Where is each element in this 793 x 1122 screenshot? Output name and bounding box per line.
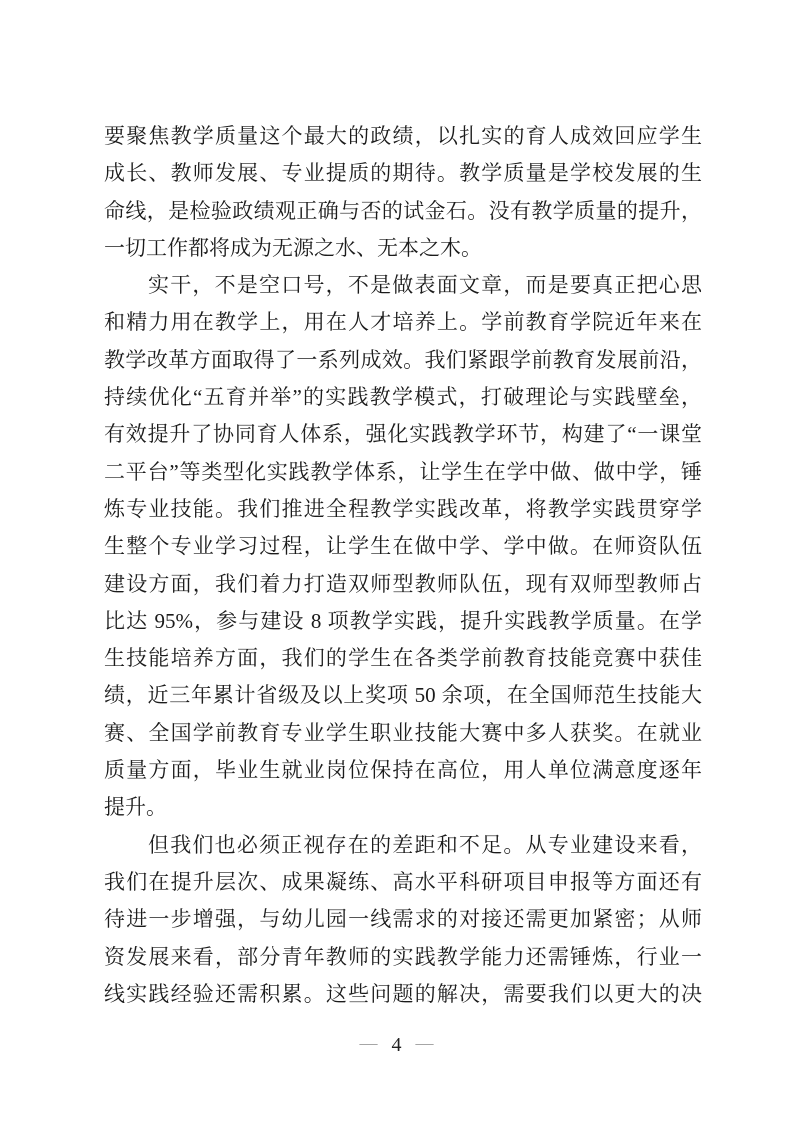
paragraph [104, 827, 702, 1013]
text-line: 教学改革方面取得了一系列成效。我们紧跟学前教育发展前沿， [104, 347, 702, 372]
text-line: 生整个专业学习过程，让学生在做中学、学中做。在师资队伍 [104, 534, 702, 559]
text-line: 提升。 [104, 795, 167, 820]
text-line: 生技能培养方面，我们的学生在各类学前教育技能竞赛中获佳 [104, 646, 702, 671]
page-number: 4 [391, 1034, 402, 1056]
text-line: 命线，是检验政绩观正确与否的试金石。没有教学质量的提升， [104, 198, 702, 223]
text-line: 赛、全国学前教育专业学生职业技能大赛中多人获奖。在就业 [104, 720, 702, 745]
text-line: 资发展来看，部分青年教师的实践教学能力还需锤炼，行业一 [104, 944, 702, 969]
text-line: 一切工作都将成为无源之水、无本之木。 [104, 235, 482, 260]
text-line: 但我们也必须正视存在的差距和不足。从专业建设来看， [148, 832, 702, 857]
text-line: 要聚焦教学质量这个最大的政绩，以扎实的育人成效回应学生 [104, 124, 702, 148]
text-line: 和精力用在教学上，用在人才培养上。学前教育学院近年来在 [104, 310, 702, 335]
document-body [104, 118, 702, 1013]
footer-dash-left: — [359, 1033, 378, 1053]
text-line: 有效提升了协同育人体系，强化实践教学环节，构建了“一课堂 [104, 422, 702, 447]
text-line: 建设方面，我们着力打造双师型教师队伍，现有双师型教师占 [104, 571, 702, 596]
text-line: 我们在提升层次、成果凝练、高水平科研项目申报等方面还有 [104, 869, 702, 894]
text-line: 待进一步增强，与幼儿园一线需求的对接还需更加紧密；从师 [104, 907, 702, 932]
text-line: 持续优化“五育并举”的实践教学模式，打破理论与实践壁垒， [104, 385, 702, 410]
page-footer [0, 1033, 793, 1057]
text-line: 实干，不是空口号，不是做表面文章，而是要真正把心思 [148, 273, 702, 298]
text-line: 绩，近三年累计省级及以上奖项 50 余项，在全国师范生技能大 [104, 683, 702, 708]
text-line: 比达 95%，参与建设 8 项教学实践，提升实践教学质量。在学 [104, 608, 702, 633]
text-line: 成长、教师发展、专业提质的期待。教学质量是学校发展的生 [104, 161, 702, 186]
paragraph [104, 267, 702, 826]
text-line: 线实践经验还需积累。这些问题的解决，需要我们以更大的决 [104, 981, 702, 1006]
footer-dash-right: — [415, 1033, 434, 1053]
text-line: 炼专业技能。我们推进全程教学实践改革，将教学实践贯穿学 [104, 496, 702, 521]
text-line: 二平台”等类型化实践教学体系，让学生在学中做、做中学，锤 [104, 459, 702, 484]
text-line: 质量方面，毕业生就业岗位保持在高位，用人单位满意度逐年 [104, 758, 702, 783]
paragraph [104, 118, 702, 267]
